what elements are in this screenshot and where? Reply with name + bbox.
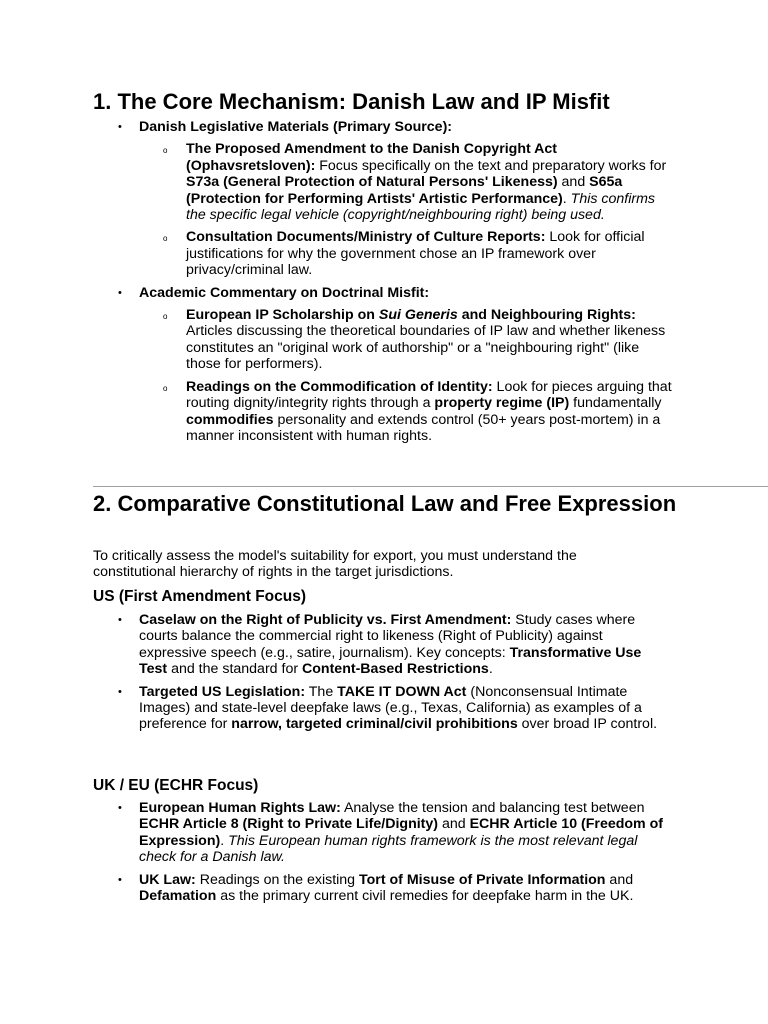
us-subheading: US (First Amendment Focus) (93, 588, 306, 605)
sub-bullet-icon: o (163, 146, 168, 156)
list-item-text: and the standard for (167, 661, 302, 678)
list-item-text: as the primary current civil remedies for deepfake harm in the UK. (216, 888, 634, 905)
sub-item-title: European IP Scholarship on (186, 307, 379, 324)
ukeu-subheading: UK / EU (ECHR Focus) (93, 777, 259, 794)
sub-list-item (139, 307, 673, 373)
sub-list-item (139, 379, 673, 445)
bullet-icon: • (118, 121, 122, 133)
us-list (93, 612, 673, 733)
list-item (93, 684, 673, 733)
list-item-text: . (488, 661, 493, 678)
sub-item-text: . (562, 190, 571, 207)
list-item-title: UK Law: (139, 871, 196, 888)
list-item-note: This European human rights framework is the most relevant legal check for a Danish law. (139, 832, 638, 866)
sub-item-title: Readings on the Commodification of Identity: (186, 378, 493, 395)
list-item-text: and (438, 816, 470, 833)
list-item-emphasis: Transformative Use Test (139, 644, 642, 678)
list-item-text: Analyse the tension and balancing test between (340, 800, 645, 816)
list-item-emphasis: TAKE IT DOWN Act (337, 683, 467, 700)
sub-list-item (139, 229, 673, 278)
sub-item-title: The Proposed Amendment to the Danish Copyright Act (Ophavsretsloven): (186, 141, 557, 174)
sub-list (139, 141, 673, 278)
list-item-title: European Human Rights Law: (139, 800, 341, 816)
list-item-emphasis: Content-Based Restrictions (302, 661, 489, 678)
list-item-label: Academic Commentary on Doctrinal Misfit: (139, 284, 430, 301)
list-item-emphasis: Tort of Misuse of Private Information (359, 871, 606, 888)
list-item-text: and (605, 871, 634, 888)
sub-bullet-icon: o (163, 234, 168, 244)
bullet-icon: • (118, 802, 122, 814)
list-item (93, 612, 673, 678)
sub-item-title-italic: Sui Generis (378, 307, 458, 324)
sub-bullet-icon: o (163, 312, 168, 322)
sub-item-emphasis: S65a (Protection for Performing Artists' Artistic Performance) (186, 174, 623, 207)
bullet-icon: • (118, 614, 122, 626)
sub-list-item (139, 141, 673, 223)
sub-item-note: This confirms the specific legal vehicle (copyright/neighbouring right) being used. (186, 190, 656, 224)
sub-item-title: and Neighbouring Rights: (457, 307, 636, 324)
section-divider (93, 486, 768, 487)
sub-item-emphasis: commodifies (186, 411, 274, 428)
sub-item-text: Look for pieces arguing that routing dignity/integrity rights through a (186, 378, 672, 412)
sub-item-text: Look for official justifications for why the government chose an IP framework over privacy/criminal law. (186, 229, 645, 279)
list-item-title: Targeted US Legislation: (139, 683, 306, 700)
sub-item-text: Articles discussing the theoretical boundaries of IP law and whether likeness constitutes an "original work of authorship" or a "neighbouring right" (like those for performers). (186, 323, 666, 373)
section-1-list (93, 119, 673, 450)
list-item (93, 800, 673, 866)
list-item-text: The (305, 683, 338, 700)
list-item-emphasis: narrow, targeted criminal/civil prohibitions (231, 716, 518, 733)
list-item-title: Caselaw on the Right of Publicity vs. First Amendment: (139, 612, 512, 628)
list-item-text: Study cases where courts balance the commercial right to likeness (Right of Publicity) against expressive speech (e.g., satire, journalism). Key concepts: (139, 612, 636, 661)
sub-item-text: Focus specifically on the text and preparatory works for (315, 157, 667, 174)
section-2-intro: To critically assess the model's suitability for export, you must understand the constitutional hierarchy of rights in the target jurisdictions. (93, 548, 577, 581)
list-item-text: (Nonconsensual Intimate Images) and state-level deepfake laws (e.g., Texas, California) as examples of a preference for (139, 683, 642, 733)
sub-item-text: and (557, 174, 590, 191)
section-2-heading: 2. Comparative Constitutional Law and Free Expression (93, 491, 677, 516)
list-item (93, 285, 673, 445)
list-item (93, 872, 673, 905)
list-item-emphasis: ECHR Article 10 (Freedom of Expression) (139, 816, 664, 849)
sub-bullet-icon: o (163, 383, 168, 393)
sub-item-text: fundamentally (569, 395, 662, 412)
list-item-text: . (220, 832, 229, 849)
list-item-text: Readings on the existing (195, 871, 360, 888)
section-1-heading: 1. The Core Mechanism: Danish Law and IP Misfit (93, 89, 610, 114)
list-item-text: over broad IP control. (517, 716, 658, 733)
list-item (93, 119, 673, 279)
ukeu-list (93, 800, 673, 904)
sub-item-text: personality and extends control (50+ years post-mortem) in a manner inconsistent with human rights. (186, 411, 661, 444)
sub-item-emphasis: S73a (General Protection of Natural Persons' Likeness) (186, 174, 558, 191)
list-item-label: Danish Legislative Materials (Primary Source): (139, 119, 453, 135)
bullet-icon: • (118, 873, 122, 886)
sub-list (139, 307, 673, 444)
sub-item-title: Consultation Documents/Ministry of Culture Reports: (186, 229, 546, 246)
bullet-icon: • (118, 286, 122, 299)
list-item-emphasis: ECHR Article 8 (Right to Private Life/Dignity) (139, 816, 439, 833)
bullet-icon: • (118, 685, 122, 698)
list-item-emphasis: Defamation (139, 888, 217, 905)
sub-item-emphasis: property regime (IP) (434, 395, 570, 412)
